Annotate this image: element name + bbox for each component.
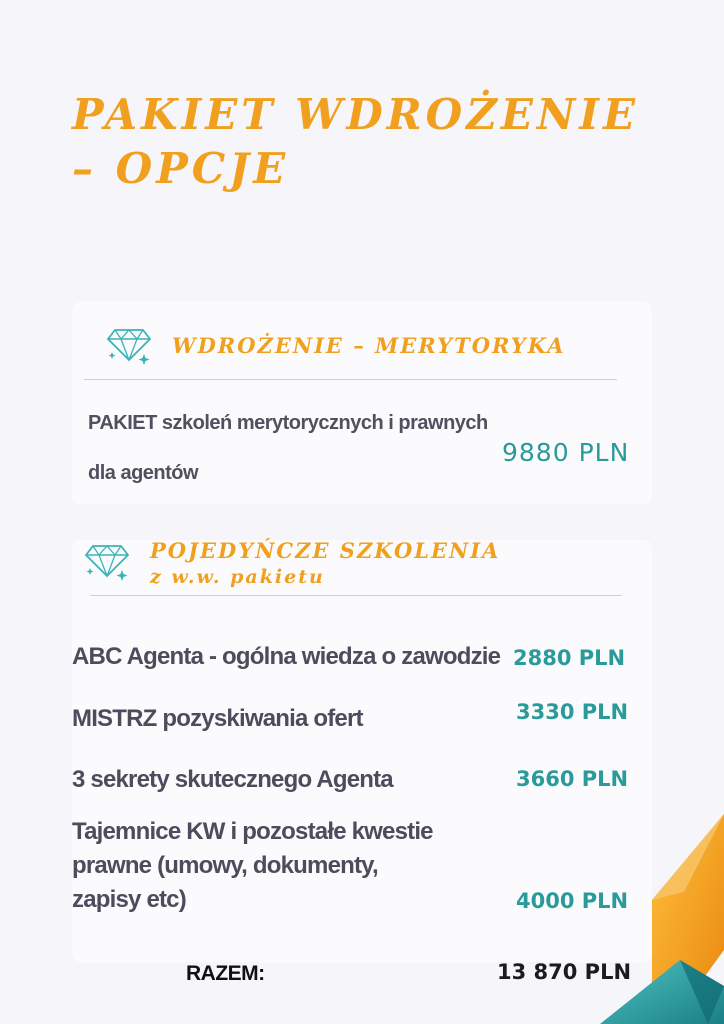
section-subtitle: z w.w. pakietu [150,566,325,588]
package-description [88,398,508,498]
package-price: 9880 PLN [502,438,630,467]
training-item-name-line: zapisy etc) [72,886,186,913]
total-value: 13 870 PLN [497,960,632,984]
training-item-name: MISTRZ pozyskiwania ofert [72,705,363,732]
training-item-price: 3330 PLN [516,700,629,724]
section-title-merytoryka: WDROŻENIE – MERYTORYKA [172,333,566,358]
training-item-price: 2880 PLN [513,646,626,670]
training-item-name: 3 sekrety skutecznego Agenta [72,766,393,793]
diamond-icon [84,542,130,582]
divider [90,595,622,596]
training-item-price: 3660 PLN [516,767,629,791]
training-item-name-line: Tajemnice KW i pozostałe kwestie [72,818,433,845]
diamond-icon [106,326,152,366]
training-item-name: ABC Agenta - ogólna wiedza o zawodzie [72,643,501,670]
section-title-line: POJEDYŃCZE SZKOLENIA [150,538,501,563]
training-item-name-line: prawne (umowy, dokumenty, [72,852,378,879]
package-description-line: dla agentów [88,462,199,484]
corner-decoration [600,810,724,1024]
divider [84,379,617,380]
total-label: RAZEM: [186,962,265,985]
page-title: PAKIET WDROŻENIE – OPCJE [72,90,639,193]
package-description-line: PAKIET szkoleń merytorycznych i prawnych [88,412,488,434]
training-item-price: 4000 PLN [516,889,629,913]
training-item-name [72,815,502,917]
section-title-szkolenia [150,538,500,590]
